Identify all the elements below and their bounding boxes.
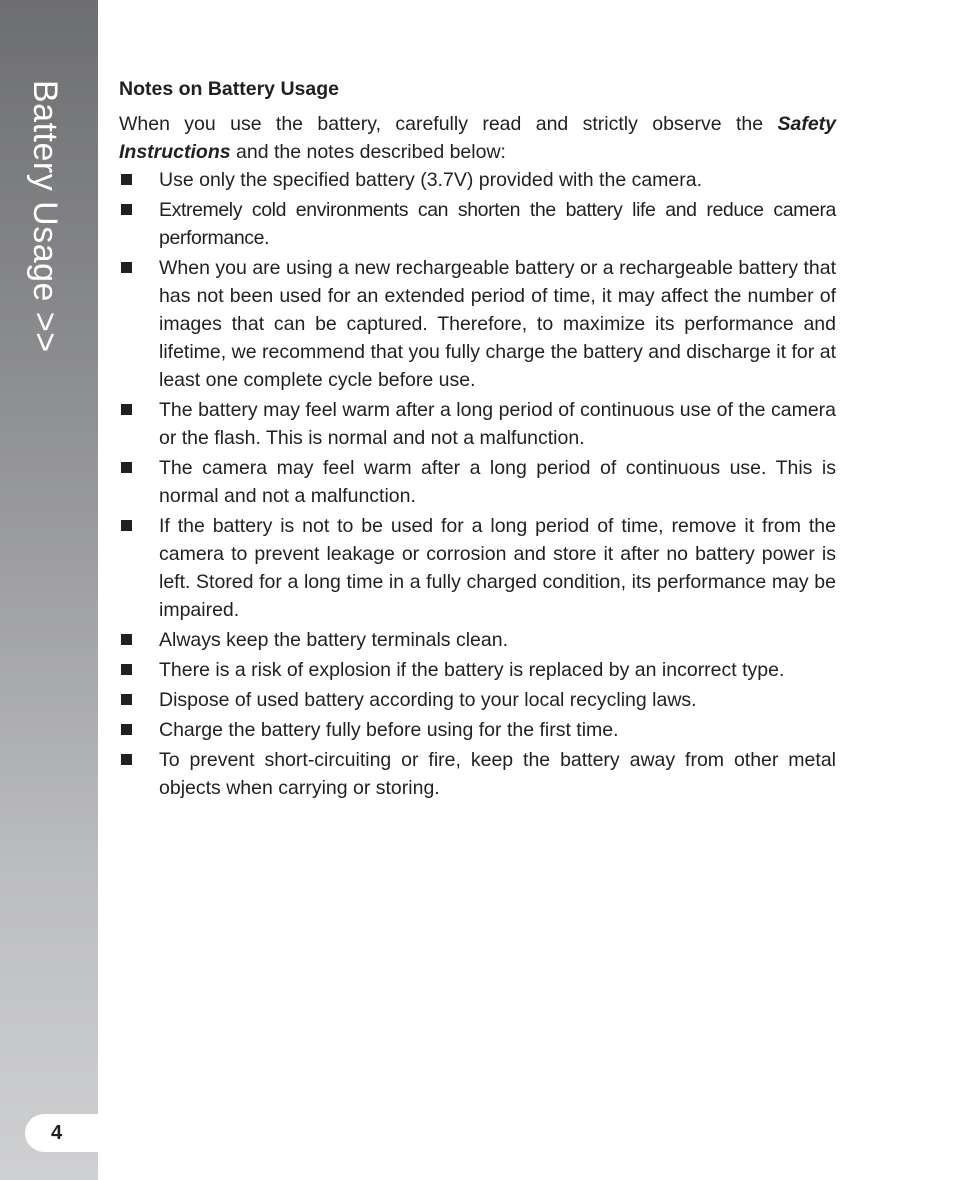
list-item-text: There is a risk of explosion if the battery is replaced by an incorrect type. (159, 659, 785, 681)
section-side-title: Battery Usage >> (26, 80, 64, 353)
square-bullet-icon (121, 754, 132, 765)
side-bar (0, 0, 98, 1180)
square-bullet-icon (121, 694, 132, 705)
list-item-text: Extremely cold environments can shorten the battery life and reduce camera performance. (159, 199, 836, 249)
list-item-text: To prevent short-circuiting or fire, keep the battery away from other metal objects when carrying or storing. (159, 749, 836, 799)
list-item (119, 396, 836, 452)
square-bullet-icon (121, 262, 132, 273)
square-bullet-icon (121, 634, 132, 645)
list-item-text: The camera may feel warm after a long period of continuous use. This is normal and not a malfunction. (159, 457, 836, 507)
list-item (119, 626, 836, 654)
page-content (119, 74, 836, 804)
list-item (119, 686, 836, 714)
list-item-text: Use only the specified battery (3.7V) provided with the camera. (159, 169, 703, 191)
square-bullet-icon (121, 724, 132, 735)
battery-notes-list (119, 166, 836, 802)
intro-paragraph (119, 110, 836, 166)
list-item-text: Charge the battery fully before using for the first time. (159, 719, 619, 741)
list-item-text: Dispose of used battery according to your local recycling laws. (159, 689, 697, 711)
square-bullet-icon (121, 520, 132, 531)
list-item-text: The battery may feel warm after a long period of continuous use of the camera or the flash. This is normal and not a malfunction. (159, 399, 836, 449)
intro-text-before: When you use the battery, carefully read and strictly observe the (119, 113, 778, 135)
square-bullet-icon (121, 204, 132, 215)
intro-text-after: and the notes described below: (230, 141, 506, 163)
list-item (119, 716, 836, 744)
list-item (119, 746, 836, 802)
square-bullet-icon (121, 174, 132, 185)
section-heading: Notes on Battery Usage (119, 78, 339, 100)
list-item (119, 656, 836, 684)
page-number: 4 (51, 1122, 63, 1144)
square-bullet-icon (121, 404, 132, 415)
list-item (119, 454, 836, 510)
list-item (119, 254, 836, 394)
list-item-text: If the battery is not to be used for a long period of time, remove it from the camera to prevent leakage or corrosion and store it after no battery power is left. Stored for a long time in a fully charged condition, its performance may be impaired. (159, 515, 836, 621)
square-bullet-icon (121, 664, 132, 675)
list-item (119, 512, 836, 624)
list-item (119, 196, 836, 252)
page-number-tab (25, 1114, 98, 1152)
square-bullet-icon (121, 462, 132, 473)
list-item-text: Always keep the battery terminals clean. (159, 629, 509, 651)
list-item (119, 166, 836, 194)
safety-instructions-reference: Safety Instructions (119, 113, 836, 163)
list-item-text: When you are using a new rechargeable battery or a rechargeable battery that has not been used for an extended period of time, it may affect the number of images that can be captured. Therefore, to maximize its performance and lifetime, we recommend that you fully charge the battery and discharge it for at least one complete cycle before use. (159, 257, 836, 391)
